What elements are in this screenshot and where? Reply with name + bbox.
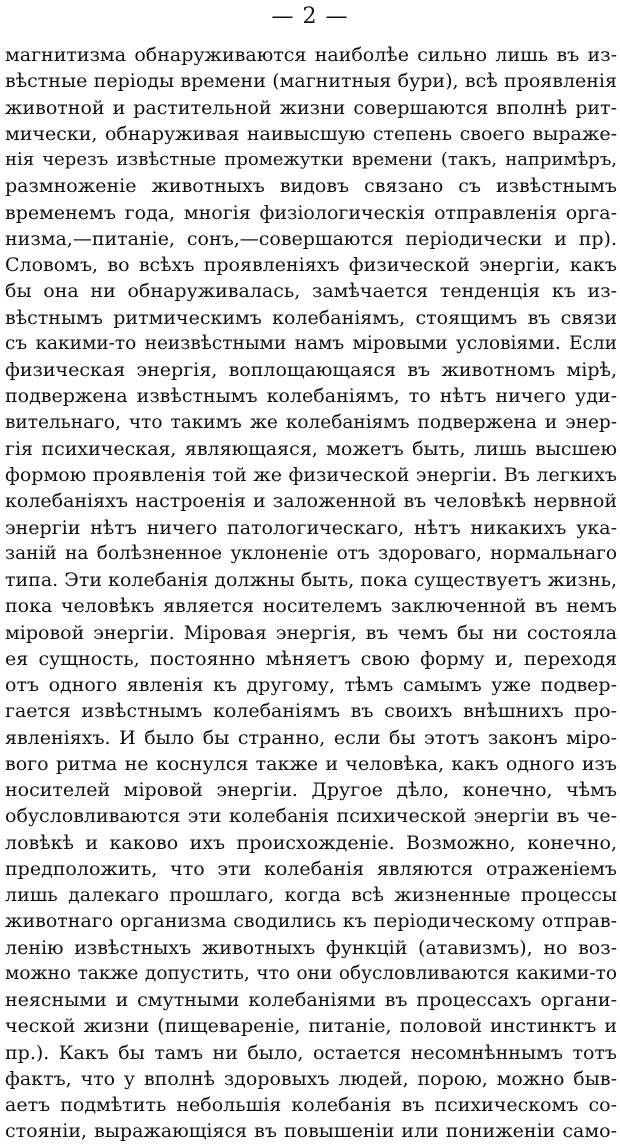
text-line: аетъ подмѣтить небольшія колебанія въ психическомъ со- [5,1094,617,1116]
text-line: ловѣкѣ и каково ихъ происхожденіе. Возможно, конечно, [5,831,617,854]
text-line: временемъ года, многія физіологическія отправленія орга- [5,201,617,224]
body-text [5,42,617,1145]
text-line: мически, обнаруживая наивысшую степень своего выраже- [5,122,617,145]
text-line: міровой энергіи. Міровая энергія, въ чемъ бы ни состояла [5,621,617,644]
text-line: вого ритма не коснулся также и человѣка, какъ одного изъ [5,752,617,775]
text-line: животнаго организма сводились къ періодическому отправ- [5,910,617,933]
text-line: физическая энергія, воплощающаяся въ животномъ мірѣ, [5,359,617,381]
text-line: типа. Эти колебанія должны быть, пока существуетъ жизнь, [5,569,617,591]
text-line: магнитизма обнаруживаются наиболѣе сильно лишь въ из- [5,44,617,66]
text-line: ея сущность, постоянно мѣняетъ свою форму и, переходя [5,647,617,670]
text-line: бы она ни обнаруживалась, замѣчается тенденція къ из- [5,280,617,303]
text-line: обусловливаются эти колебанія психической энергіи въ че- [5,805,617,828]
text-line: колебаніяхъ настроенія и заложенной въ человѣкѣ нервной [5,490,617,513]
text-line: отъ одного явленія къ другому, тѣмъ самымъ уже подвер- [5,674,617,696]
text-line: лишь далекаго прошлаго, когда всѣ жизненные процессы [5,884,617,906]
text-line: неясными и смутными колебаніями въ процессахъ органи- [5,989,617,1011]
text-line: носителей міровой энергіи. Другое дѣло, конечно, чѣмъ [5,779,617,801]
text-line: низма,—питаніе, сонъ,—совершаются періодически и пр). [5,227,617,250]
text-line: гается извѣстнымъ колебаніямъ въ своихъ внѣшнихъ про- [5,700,617,723]
text-line: гія психическая, являющаяся, можетъ быть, лишь высшею [5,437,617,460]
text-line: вѣстнымъ ритмическимъ колебаніямъ, стоящимъ въ связи [5,306,617,329]
text-line: стояніи, выражающіяся въ повышеніи или пониженіи само- [5,1120,617,1143]
text-line: ленію извѣстныхъ животныхъ функцій (атавизмъ), но воз- [5,936,617,959]
text-line: Словомъ, во всѣхъ проявленіяхъ физической энергіи, какъ [5,254,617,276]
text-line: формою проявленія той же физической энергіи. Въ легкихъ [5,464,617,486]
text-line: заній на болѣзненное уклоненіе отъ здороваго, нормальнаго [5,542,617,564]
text-line: пока человѣкъ является носителемъ заключенной въ немъ [5,595,617,618]
text-line: размноженіе животныхъ видовъ связано съ извѣстнымъ [5,175,617,198]
text-line: предположить, что эти колебанія являются отраженіемъ [5,857,617,880]
text-line: энергіи нѣтъ ничего патологическаго, нѣтъ никакихъ ука- [5,516,617,539]
text-line: явленіяхъ. И было бы странно, если бы этотъ законъ міро- [5,726,617,749]
text-line: нія черезъ извѣстные промежутки времени (такъ, напримѣръ, [5,149,617,170]
text-line: подвержена извѣстнымъ колебаніямъ, то нѣтъ ничего уди- [5,385,617,408]
text-line: ческой жизни (пищевареніе, питаніе, половой инстинктъ и [5,1015,617,1038]
text-line: вительнаго, что такимъ же колебаніямъ подвержена и энер- [5,411,617,433]
text-line: животной и растительной жизни совершаются вполнѣ рит- [5,96,617,119]
page-number: — 2 — [271,4,349,29]
text-line: можно также допустить, что они обусловливаются какими-то [5,962,617,984]
text-line: съ какими-то неизвѣстными намъ міровыми условіями. Если [5,332,617,354]
text-line: вѣстные періоды времени (магнитныя бури), всѣ проявленія [5,70,617,93]
text-line: фактъ, что у вполнѣ здоровыхъ людей, порою, можно быв- [5,1067,617,1090]
text-line: пр.). Какъ бы тамъ ни было, остается несомнѣннымъ тотъ [5,1041,617,1064]
